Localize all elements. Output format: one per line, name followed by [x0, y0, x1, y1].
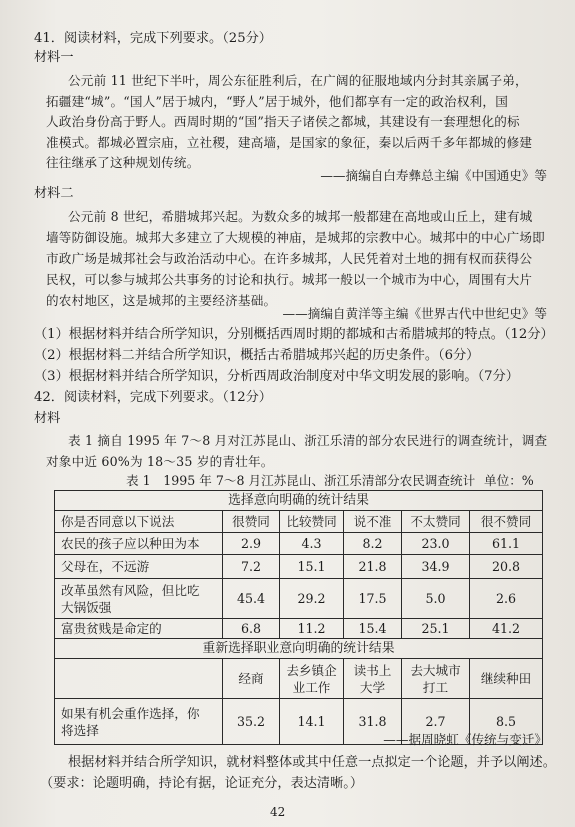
material-2-label: 材料二: [34, 186, 74, 201]
table-cell: 25.1: [402, 619, 470, 639]
table-caption: 表 1 1995 年 7～8 月江苏昆山、浙江乐清部分农民调查统计: [126, 473, 476, 488]
table-cell: 14.1: [280, 699, 344, 745]
row-label: [55, 579, 223, 619]
header-cell: 继续种田: [470, 659, 543, 699]
q42-source: ——据周晓虹《传统与变迁》: [383, 732, 547, 747]
table-unit: 单位：%: [484, 473, 534, 488]
row-label-line: 改革虽然有风险，但比吃: [61, 582, 200, 598]
table-row: [55, 555, 543, 579]
header-cell: 说不准: [344, 511, 402, 533]
header-cell: 很赞同: [223, 511, 280, 533]
row-label-line: 如果有机会重作选择，你: [61, 705, 200, 721]
table-cell: 61.1: [470, 533, 543, 555]
table-cell: 15.4: [344, 619, 402, 639]
header-cell: 不太赞同: [402, 511, 470, 533]
table-cell: 15.1: [280, 555, 344, 579]
section-2-blank-header: [55, 659, 223, 699]
material-1-line: 人政治身份高于野人。西周时期的“国”指天子诸侯之都城，其建设有一套理想化的标: [46, 114, 520, 129]
q41-title: 41．阅读材料，完成下列要求。（25分）: [34, 31, 272, 46]
header-cell: 比较赞同: [280, 511, 344, 533]
q41-question-3: （3）根据材料并结合所学知识，分析西周政治制度对中华文明发展的影响。（7分）: [34, 369, 519, 384]
section-1-title: 选择意向明确的统计结果: [55, 491, 543, 511]
q42-task-line: （要求：论题明确，持论有据，论证充分，表达清晰。）: [40, 776, 364, 791]
q42-task-line: 根据材料并结合所学知识，就材料整体或其中任意一点拟定一个论题，并予以阐述。: [68, 755, 556, 770]
survey-table: [54, 490, 543, 745]
row-label: [55, 699, 223, 745]
q42-intro-line: 对象中近 60%为 18～35 岁的青壮年。: [46, 454, 274, 469]
q41-question-1: （1）根据材料并结合所学知识，分别概括西周时期的都城和古希腊城邦的特点。（12分）: [34, 327, 554, 342]
table-row: [55, 533, 543, 555]
table-cell: 4.3: [280, 533, 344, 555]
material-2-line: 民权，可以参与城邦公共事务的讨论和执行。城邦一般以一个城市为中心，周围有大片: [46, 272, 533, 287]
material-1-line: 拓疆建“城”。“国人”居于城内，“野人”居于城外，他们都享有一定的政治权利，国: [46, 94, 509, 109]
table-cell: 31.8: [344, 699, 402, 745]
material-1-source: ——摘编自白寿彝总主编《中国通史》等: [320, 168, 547, 183]
row-label-line: 将选择: [61, 722, 99, 738]
header-cell: 很不赞同: [470, 511, 543, 533]
q41-question-2: （2）根据材料二并结合所学知识，概括古希腊城邦兴起的历史条件。（6分）: [34, 348, 480, 363]
material-1-line: 准模式。都城必置宗庙，立社稷，建高墙，是国家的象征，秦以后两千多年都城的修建: [46, 135, 533, 150]
row-label: 富贵贫贱是命定的: [55, 619, 223, 639]
material-1-label: 材料一: [34, 50, 74, 65]
table-cell: 11.2: [280, 619, 344, 639]
table-row: [55, 619, 543, 639]
material-2-line: 的农村地区，这是城邦的主要经济基础。: [46, 293, 277, 308]
q42-material-label: 材料: [34, 411, 61, 426]
table-cell: 23.0: [402, 533, 470, 555]
header-line: 业工作: [292, 679, 331, 695]
header-line: 大学: [359, 679, 386, 695]
table-cell: 45.4: [223, 579, 280, 619]
header-line: 打工: [422, 679, 449, 695]
row-label: 父母在，不远游: [55, 555, 223, 579]
material-2-line: 墙等防御设施。城邦大多建立了大规模的神庙，是城邦的宗教中心。城邦中的中心广场即: [46, 230, 545, 245]
header-cell: [402, 659, 470, 699]
table-cell: 5.0: [402, 579, 470, 619]
table-cell: 20.8: [470, 555, 543, 579]
table-cell: 29.2: [280, 579, 344, 619]
table-cell: 41.2: [470, 619, 543, 639]
row-label: 农民的孩子应以种田为本: [55, 533, 223, 555]
section-2-title: 重新选择职业意向明确的统计结果: [55, 639, 543, 659]
table-cell: 6.8: [223, 619, 280, 639]
table-cell: 35.2: [223, 699, 280, 745]
table-cell: 2.6: [470, 579, 543, 619]
table-cell: 8.5: [470, 699, 543, 745]
header-cell: [344, 659, 402, 699]
table-cell: 2.9: [223, 533, 280, 555]
header-cell: 经商: [223, 659, 280, 699]
header-line: 去乡镇企: [286, 662, 337, 678]
material-2-line: 公元前 8 世纪，希腊城邦兴起。为数众多的城邦一般都建在高地或山丘上，建有城: [68, 209, 533, 224]
material-2-line: 市政广场是城邦社会与政治活动中心。在许多城邦，人民凭着对土地的拥有权而获得公: [46, 251, 533, 266]
page-number: 42: [270, 805, 286, 819]
material-2-source: ——摘编自黄洋等主编《世界古代中世纪史》等: [282, 306, 547, 321]
header-line: 读书上: [353, 662, 392, 678]
table-cell: 2.7: [402, 699, 470, 745]
table-row: [55, 579, 543, 619]
q42-intro-line: 表 1 摘自 1995 年 7～8 月对江苏昆山、浙江乐清的部分农民进行的调查统计，调查: [68, 433, 548, 448]
row-label-line: 大锅饭强: [61, 599, 112, 615]
material-1-line: 往往继承了这种规划传统。: [46, 155, 200, 170]
header-question: 你是否同意以下说法: [55, 511, 223, 533]
table-cell: 7.2: [223, 555, 280, 579]
table-cell: 17.5: [344, 579, 402, 619]
header-line: 去大城市: [410, 662, 461, 678]
q42-title: 42．阅读材料，完成下列要求。（12分）: [34, 390, 272, 405]
table-cell: 21.8: [344, 555, 402, 579]
header-cell: [280, 659, 344, 699]
table-cell: 8.2: [344, 533, 402, 555]
material-1-line: 公元前 11 世纪下半叶，周公东征胜利后，在广阔的征服地域内分封其亲属子弟，: [68, 73, 528, 88]
table-cell: 34.9: [402, 555, 470, 579]
